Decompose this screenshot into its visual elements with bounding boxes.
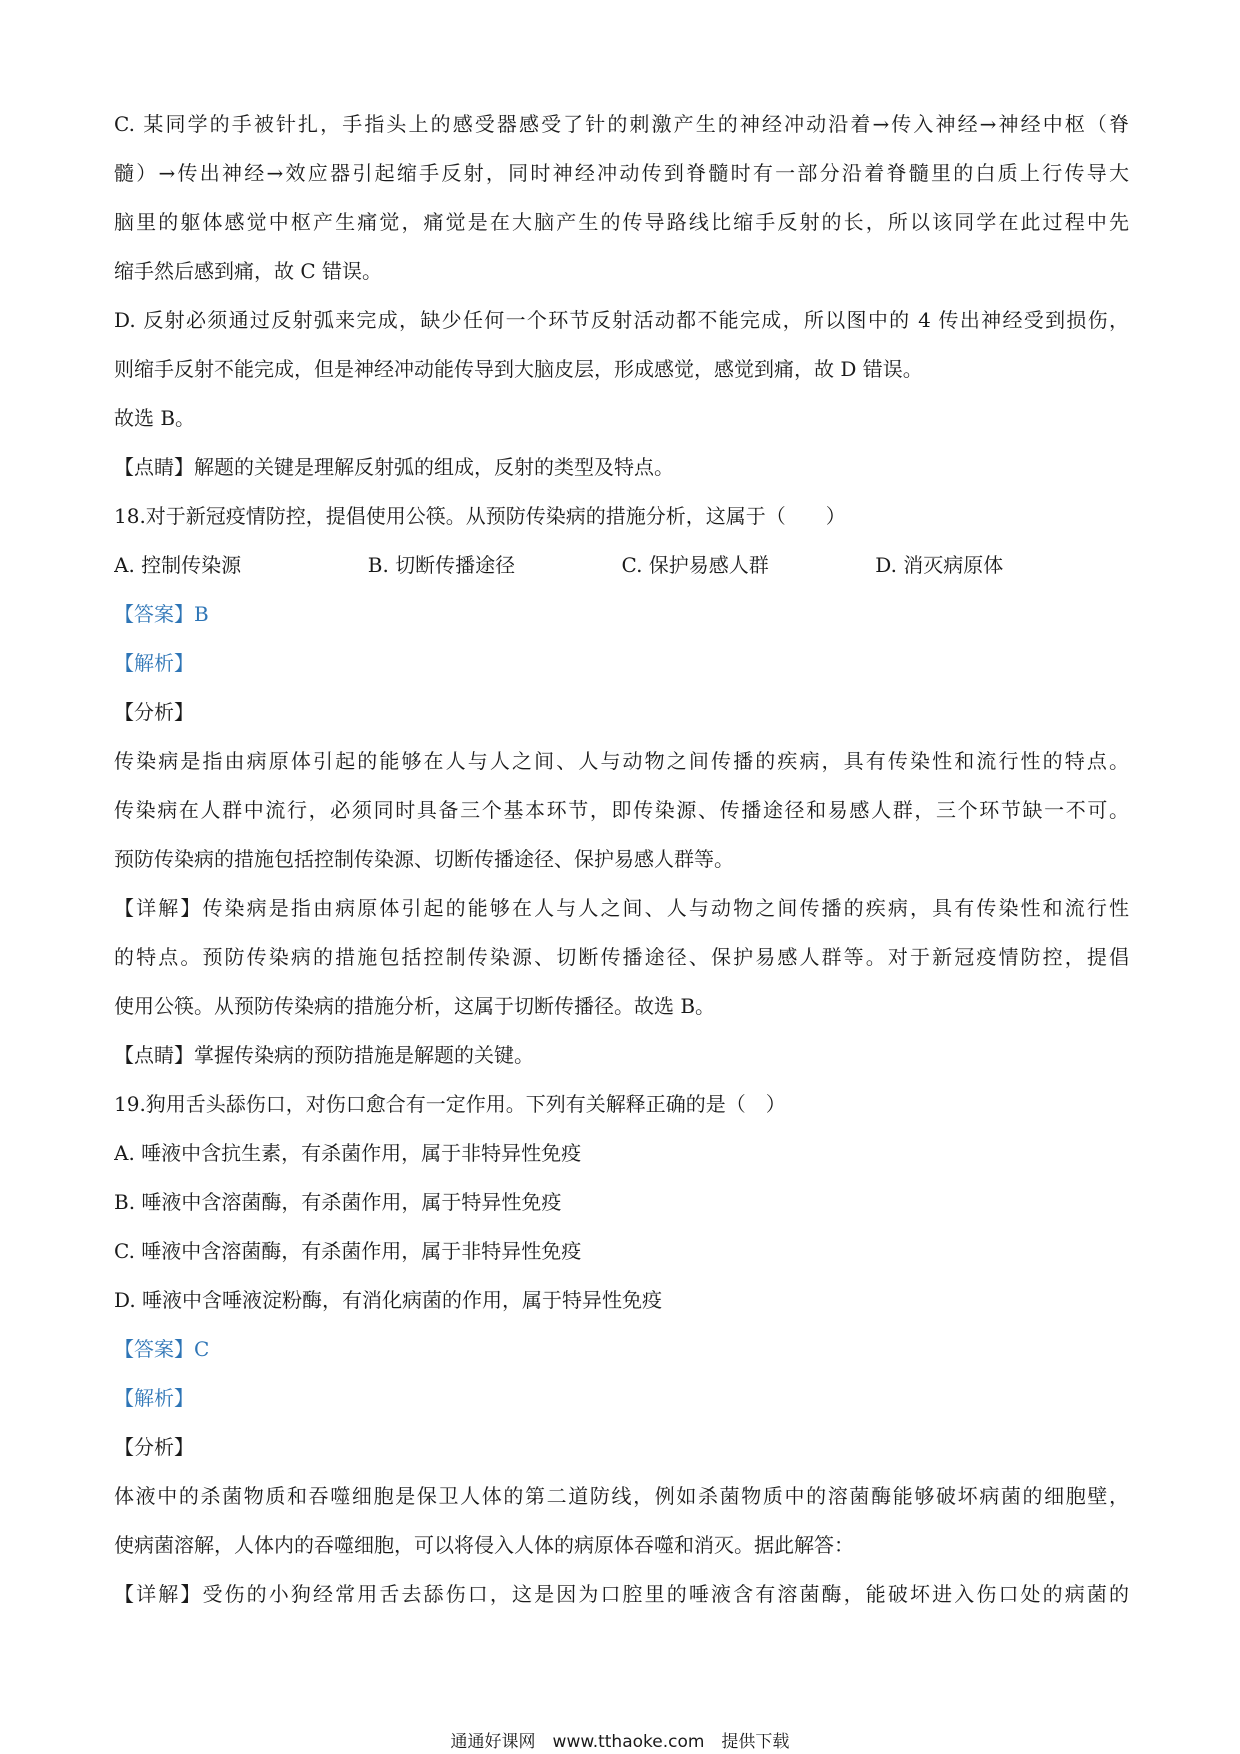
- paragraph-line: D. 反射必须通过反射弧来完成，缺少任何一个环节反射活动都不能完成，所以图中的 4 传出神经受到损伤，: [114, 308, 1129, 332]
- option-b: B. 唾液中含溶菌酶，有杀菌作用，属于特异性免疫: [114, 1190, 562, 1214]
- option-a: A. 控制传染源: [114, 553, 242, 577]
- question-18-options: [114, 541, 1129, 590]
- paragraph-line: 传染病在人群中流行，必须同时具备三个基本环节，即传染源、传播途径和易感人群，三个环节缺一不可。: [114, 798, 1129, 822]
- paragraph-line: 脑里的躯体感觉中枢产生痛觉，痛觉是在大脑产生的传导路线比缩手反射的长，所以该同学在此过程中先: [114, 210, 1129, 234]
- option-c: C. 唾液中含溶菌酶，有杀菌作用，属于非特异性免疫: [114, 1239, 582, 1263]
- question-18-stem: 18.对于新冠疫情防控，提倡使用公筷。从预防传染病的措施分析，这属于（ ）: [114, 504, 846, 528]
- question-19-stem: 19.狗用舌头舔伤口，对伤口愈合有一定作用。下列有关解释正确的是（ ）: [114, 1092, 786, 1116]
- analysis-tag: 【解析】: [114, 1386, 194, 1410]
- document-body: [114, 100, 1129, 1619]
- paragraph-line: 使病菌溶解，人体内的吞噬细胞，可以将侵入人体的病原体吞噬和消灭。据此解答：: [114, 1533, 854, 1557]
- option-d: D. 消灭病原体: [875, 553, 1004, 577]
- option-a: A. 唾液中含抗生素，有杀菌作用，属于非特异性免疫: [114, 1141, 582, 1165]
- paragraph-line: 体液中的杀菌物质和吞噬细胞是保卫人体的第二道防线，例如杀菌物质中的溶菌酶能够破坏病菌的细胞壁，: [114, 1484, 1129, 1508]
- analysis-heading: 【分析】: [114, 1435, 194, 1459]
- paragraph-line: 【详解】传染病是指由病原体引起的能够在人与人之间、人与动物之间传播的疾病，具有传染性和流行性: [114, 896, 1129, 920]
- paragraph-line: 预防传染病的措施包括控制传染源、切断传播途径、保护易感人群等。: [114, 847, 734, 871]
- paragraph-line: C. 某同学的手被针扎，手指头上的感受器感受了针的刺激产生的神经冲动沿着→传入神经→神经中枢（脊: [114, 112, 1129, 136]
- paragraph-line: 使用公筷。从预防传染病的措施分析，这属于切断传播径。故选 B。: [114, 994, 716, 1018]
- paragraph-line: 则缩手反射不能完成，但是神经冲动能传导到大脑皮层，形成感觉，感觉到痛，故 D 错误。: [114, 357, 923, 381]
- answer-tag: 【答案】C: [114, 1337, 210, 1361]
- paragraph-line: 的特点。预防传染病的措施包括控制传染源、切断传播途径、保护易感人群等。对于新冠疫情防控，提倡: [114, 945, 1129, 969]
- paragraph-line: 传染病是指由病原体引起的能够在人与人之间、人与动物之间传播的疾病，具有传染性和流行性的特点。: [114, 749, 1129, 773]
- paragraph-line: 缩手然后感到痛，故 C 错误。: [114, 259, 383, 283]
- key-point-line: 【点睛】解题的关键是理解反射弧的组成，反射的类型及特点。: [114, 455, 674, 479]
- answer-tag: 【答案】B: [114, 602, 209, 626]
- key-point-line: 【点睛】掌握传染病的预防措施是解题的关键。: [114, 1043, 534, 1067]
- analysis-heading: 【分析】: [114, 700, 194, 724]
- conclusion-line: 故选 B。: [114, 406, 196, 430]
- paragraph-line: 【详解】受伤的小狗经常用舌去舔伤口，这是因为口腔里的唾液含有溶菌酶，能破坏进入伤口处的病菌的: [114, 1582, 1129, 1606]
- analysis-tag: 【解析】: [114, 651, 194, 675]
- option-c: C. 保护易感人群: [621, 553, 769, 577]
- paragraph-line: 髓）→传出神经→效应器引起缩手反射，同时神经冲动传到脊髓时有一部分沿着脊髓里的白质上行传导大: [114, 161, 1129, 185]
- option-d: D. 唾液中含唾液淀粉酶，有消化病菌的作用，属于特异性免疫: [114, 1288, 663, 1312]
- page-footer: 通通好课网 www.tthaoke.com 提供下载: [450, 1732, 790, 1752]
- option-b: B. 切断传播途径: [367, 553, 516, 577]
